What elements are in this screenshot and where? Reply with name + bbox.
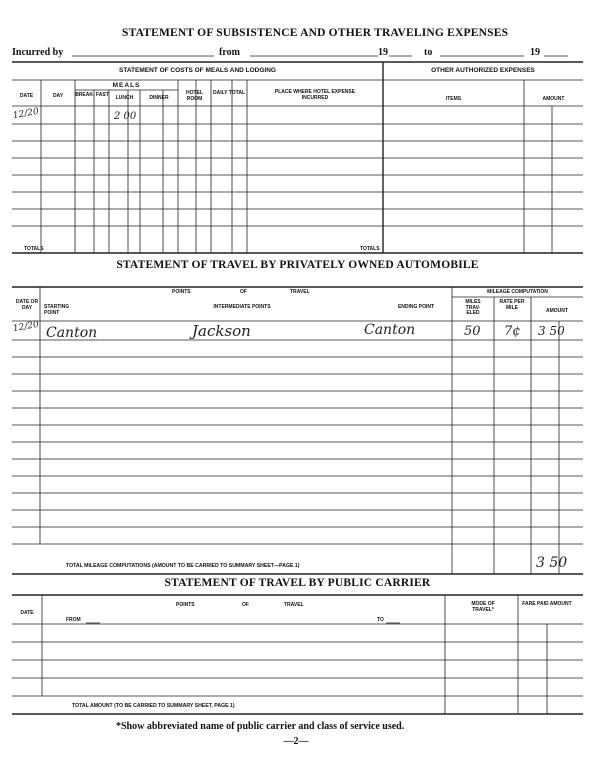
col-hotel-room: HOTEL ROOM bbox=[186, 90, 203, 102]
col-place: PLACE WHERE HOTEL EXPENSE INCURRED bbox=[274, 89, 356, 101]
from-date-field[interactable] bbox=[250, 44, 378, 56]
col-other-amount: AMOUNT bbox=[542, 96, 565, 102]
col-daily-total: DAILY TOTAL bbox=[212, 90, 246, 96]
auto-total-amount: 3 50 bbox=[536, 555, 568, 571]
year-from-field[interactable] bbox=[389, 44, 412, 56]
col-items: ITEMS bbox=[445, 96, 462, 102]
form-title: STATEMENT OF SUBSISTENCE AND OTHER TRAVELING EXPENSES bbox=[122, 27, 509, 39]
auto-col-miles: MILES TRAV- ELED bbox=[465, 299, 481, 316]
meal-entry-date: 12/20 bbox=[12, 106, 40, 122]
carrier-col-from: FROM bbox=[66, 617, 81, 623]
to-label: to bbox=[424, 47, 433, 58]
to-date-field[interactable] bbox=[440, 44, 524, 56]
col-lunch: LUNCH bbox=[115, 95, 134, 101]
auto-entry-miles: 50 bbox=[464, 324, 481, 339]
auto-col-points: POINTS bbox=[172, 289, 191, 295]
incurred-by-field[interactable] bbox=[72, 44, 214, 56]
meals-lodging-header: STATEMENT OF COSTS OF MEALS AND LODGING bbox=[119, 67, 276, 74]
auto-col-ending: ENDING POINT bbox=[397, 304, 435, 310]
carrier-col-points: POINTS bbox=[176, 602, 195, 608]
auto-col-mileage: MILEAGE COMPUTATION bbox=[487, 289, 548, 295]
carrier-col-mode: MODE OF TRAVEL* bbox=[471, 601, 495, 613]
carrier-col-date: DATE bbox=[20, 610, 34, 616]
other-expenses-header: OTHER AUTHORIZED EXPENSES bbox=[431, 67, 535, 74]
auto-entry-start: Canton bbox=[46, 325, 98, 341]
year-from-label: 19 bbox=[378, 47, 388, 58]
auto-col-starting: STARTING POINT bbox=[44, 304, 70, 316]
auto-col-travel: TRAVEL bbox=[290, 289, 310, 295]
auto-col-rate: RATE PER MILE bbox=[499, 299, 525, 311]
auto-col-intermediate: INTERMEDIATE POINTS bbox=[213, 304, 271, 310]
col-meals-group: MEALS bbox=[112, 82, 141, 89]
year-to-field[interactable] bbox=[544, 44, 568, 56]
incurred-by-label: Incurred by bbox=[12, 47, 64, 58]
auto-entry-amount: 3 50 bbox=[538, 324, 565, 338]
col-date: DATE bbox=[19, 93, 34, 99]
year-to-label: 19 bbox=[530, 47, 540, 58]
auto-entry-end: Canton bbox=[364, 322, 416, 338]
footnote: *Show abbreviated name of public carrier and class of service used. bbox=[116, 721, 405, 732]
meal-entry-lunch: 2 00 bbox=[114, 111, 137, 122]
auto-total-label: TOTAL MILEAGE COMPUTATIONS (AMOUNT TO BE CARRIED TO SUMMARY SHEET—PAGE 1) bbox=[66, 563, 300, 569]
col-dinner: DINNER bbox=[149, 95, 169, 101]
carrier-col-fare: FARE PAID AMOUNT bbox=[522, 601, 572, 607]
page-number: —2— bbox=[283, 736, 309, 747]
auto-entry-intermediate: Jackson bbox=[192, 322, 251, 340]
carrier-col-travel: TRAVEL bbox=[284, 602, 304, 608]
auto-col-date: DATE OR DAY bbox=[15, 299, 39, 311]
auto-entry-date: 12/20 bbox=[12, 319, 40, 335]
col-day: DAY bbox=[52, 93, 64, 99]
meals-totals-label: TOTALS bbox=[24, 246, 44, 252]
carrier-col-of: OF bbox=[242, 602, 249, 608]
auto-col-of: OF bbox=[240, 289, 247, 295]
auto-col-amount: AMOUNT bbox=[546, 308, 568, 314]
carrier-col-to: TO bbox=[377, 617, 384, 623]
carrier-total-label: TOTAL AMOUNT (TO BE CARRIED TO SUMMARY SHEET, PAGE 1) bbox=[72, 703, 235, 709]
automobile-header: STATEMENT OF TRAVEL BY PRIVATELY OWNED AUTOMOBILE bbox=[116, 259, 479, 271]
carrier-header: STATEMENT OF TRAVEL BY PUBLIC CARRIER bbox=[164, 577, 431, 589]
auto-entry-rate: 7¢ bbox=[504, 324, 521, 339]
other-totals-label: TOTALS bbox=[360, 246, 380, 252]
col-breakfast: BREAK- FAST bbox=[75, 92, 109, 98]
from-label: from bbox=[219, 47, 240, 58]
